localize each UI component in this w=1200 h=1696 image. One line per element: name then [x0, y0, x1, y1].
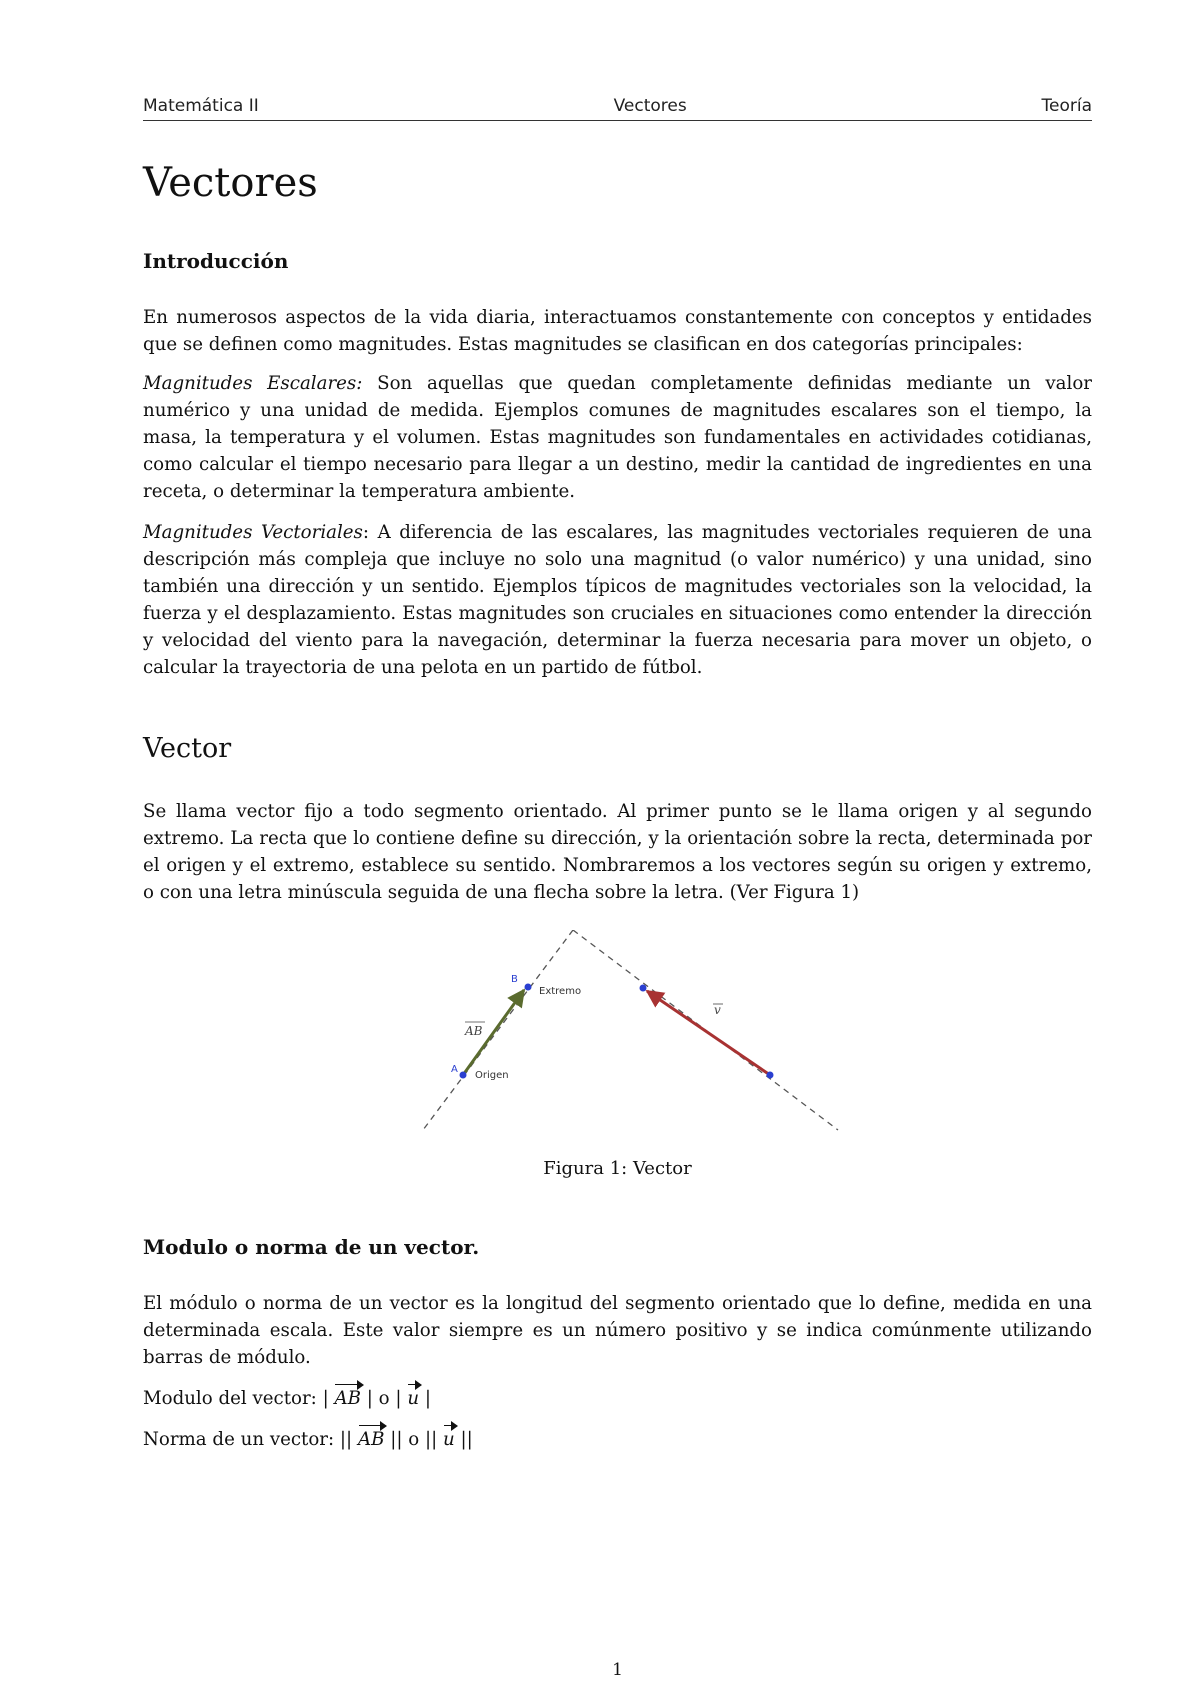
- figure-caption: Figura 1: Vector: [543, 1158, 692, 1179]
- document-title: Vectores: [143, 160, 318, 206]
- heading-vector: Vector: [143, 733, 232, 764]
- point-v-origen: [767, 1072, 774, 1079]
- label-extremo: Extremo: [539, 986, 582, 997]
- formula-norma-mid: || o ||: [384, 1429, 444, 1450]
- label-a: A: [451, 1064, 458, 1075]
- vector-paragraph: Se llama vector fijo a todo segmento orientado. Al primer punto se le llama origen y al segundo extremo. La recta que lo contiene define su dirección, y la orientación sobre la recta, determinada por el origen y el extremo, establece su sentido. Nombraremos a los vectores según su origen y extremo, o con una letra minúscula seguida de una flecha sobre la letra. (Ver Figura 1): [143, 801, 1092, 903]
- formula-modulo: [143, 1382, 431, 1409]
- vectoriales-text: : A diferencia de las escalares, las magnitudes vectoriales requieren de una descripción más compleja que incluye no solo una magnitud (o valor numérico) y una unidad, sino también una dirección y un sentido. Ejemplos típicos de magnitudes vectoriales son la velocidad, la fuerza y el desplazamiento. Estas magnitudes son cruciales en situaciones como entender la dirección y velocidad del viento para la navegación, determinar la fuerza necesaria para mover un objeto, o calcular la trayectoria de una pelota en un partido de fútbol.: [143, 522, 1093, 678]
- formula-norma-end: ||: [454, 1429, 473, 1450]
- formula-modulo-mid: | o |: [360, 1388, 408, 1409]
- direction-line-ab: [423, 930, 573, 1130]
- escalares-label: Magnitudes Escalares:: [143, 373, 363, 394]
- heading-modulo: Modulo o norma de un vector.: [143, 1235, 480, 1259]
- vector-ab-symbol: AB: [334, 1382, 361, 1409]
- intro-paragraph: En numerosos aspectos de la vida diaria, interactuamos constantemente con conceptos y entidades que se definen como magnitudes. Estas magnitudes se clasifican en dos categorías principales:: [143, 307, 1092, 355]
- point-extremo: [525, 984, 532, 991]
- label-origen: Origen: [475, 1070, 509, 1081]
- vector-v-arrow: [647, 991, 770, 1075]
- vectoriales-paragraph: [143, 519, 1092, 681]
- vector-u-symbol: u: [407, 1382, 419, 1409]
- vectoriales-label: Magnitudes Vectoriales: [143, 522, 363, 543]
- formula-norma: [143, 1423, 473, 1450]
- header-course: Matemática II: [143, 96, 259, 116]
- escalares-text: Son aquellas que quedan completamente definidas mediante un valor numérico y una unidad de medida. Ejemplos comunes de magnitudes escalares son el tiempo, la masa, la temperatura y el volumen. Estas magnitudes son fundamentales en actividades cotidianas, como calcular el tiempo necesario para llegar a un destino, medir la cantidad de ingredientes en una receta, o determinar la temperatura ambiente.: [143, 373, 1092, 502]
- point-origen: [460, 1072, 467, 1079]
- vector-ab-symbol: AB: [358, 1423, 385, 1450]
- modulo-paragraph: El módulo o norma de un vector es la longitud del segmento orientado que lo define, medida en una determinada escala. Este valor siempre es un número positivo y se indica comúnmente utilizando barras de módulo.: [143, 1293, 1092, 1368]
- formula-norma-label: Norma de un vector: ||: [143, 1429, 358, 1450]
- header-section: Teoría: [1041, 96, 1092, 116]
- page-number: 1: [612, 1660, 623, 1680]
- formula-modulo-label: Modulo del vector: |: [143, 1388, 335, 1409]
- heading-introduccion: Introducción: [143, 249, 289, 273]
- label-b: B: [511, 974, 518, 985]
- header-topic: Vectores: [613, 96, 687, 116]
- label-ab: AB: [465, 1024, 483, 1038]
- escalares-paragraph: [143, 370, 1092, 505]
- formula-modulo-end: |: [419, 1388, 431, 1409]
- vector-figure: [423, 930, 843, 1140]
- label-v: v: [714, 1003, 721, 1017]
- point-v-extremo: [640, 985, 647, 992]
- vector-u-symbol: u: [443, 1423, 455, 1450]
- page-header: [143, 96, 1092, 121]
